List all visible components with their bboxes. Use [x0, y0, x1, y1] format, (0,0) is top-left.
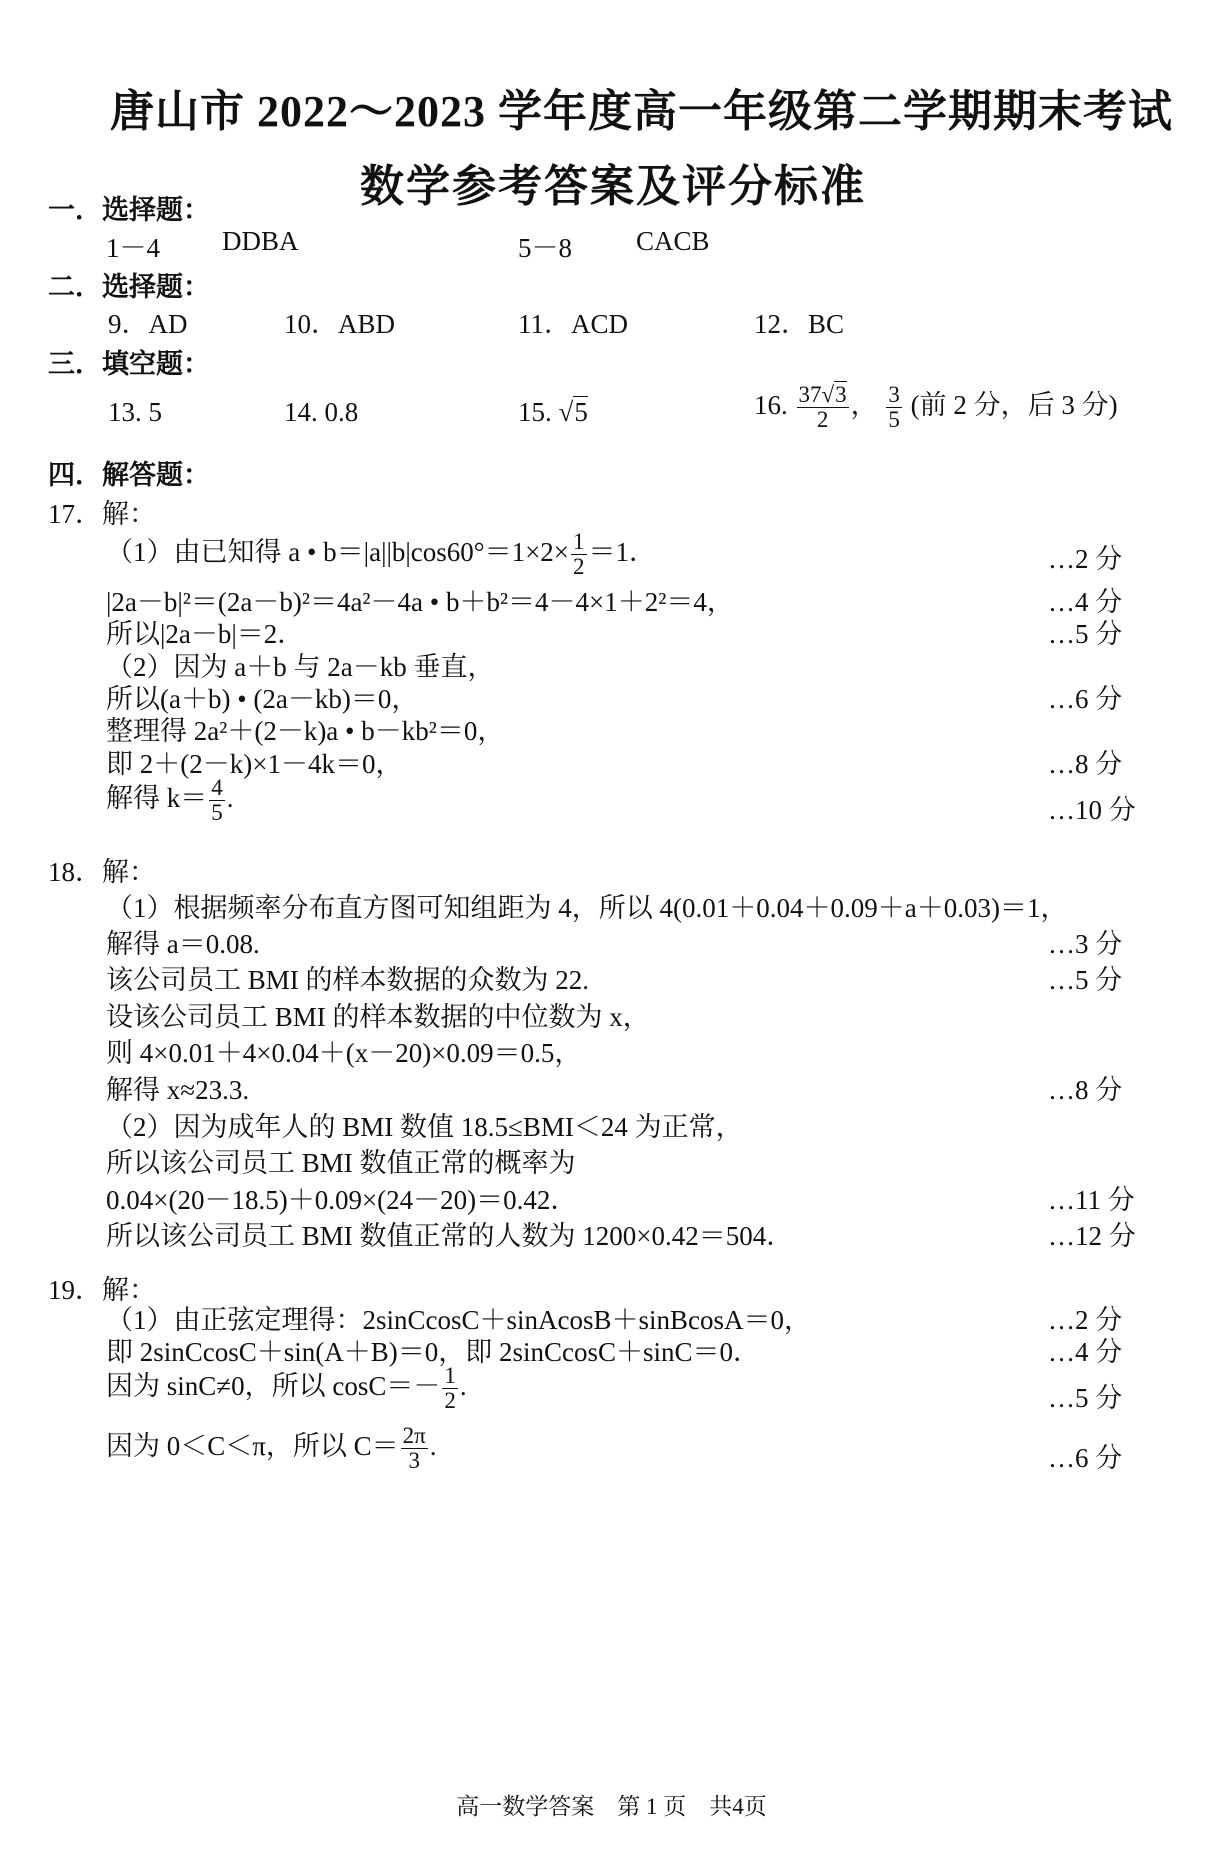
q18-line-6: 解得 x≈23.3. — [106, 1075, 250, 1105]
q18-line-8: 所以该公司员工 BMI 数值正常的概率为 — [106, 1148, 576, 1178]
q18-line-7: （2）因为成年人的 BMI 数值 18.5≤BMI＜24 为正常， — [106, 1112, 743, 1142]
score-mark: …11 分 — [1048, 1185, 1135, 1215]
q19-line-4: 因为 0＜C＜π，所以 C＝ $\frac{2\pi}{3}$ . — [106, 1423, 437, 1474]
mc-range-1: 1－4 — [106, 233, 160, 263]
q17-line-2: |2a－b|²＝(2a－b)²＝4a²－4a • b＋b²＝4－4×1＋2²＝4， — [106, 587, 734, 617]
sqrt-symbol: √5 — [558, 397, 588, 427]
q18-line-9: 0.04×(20－18.5)＋0.09×(24－20)＝0.42． — [106, 1185, 578, 1215]
q19-line-1: （1）由正弦定理得：2sinCcosC＋sinAcosB＋sinBcosA＝0， — [106, 1305, 812, 1335]
score-mark: …2 分 — [1048, 1305, 1123, 1335]
mc-answers-1: DDBA — [222, 226, 299, 256]
question-19-label: 19．解： — [48, 1275, 156, 1305]
q17-line-5: 所以(a＋b) • (2a－kb)＝0， — [106, 684, 419, 714]
score-mark: …6 分 — [1048, 684, 1123, 714]
score-mark: …8 分 — [1048, 749, 1123, 779]
fraction: $\frac{1}{2}$ — [444, 1363, 456, 1414]
q18-line-5: 则 4×0.01＋4×0.04＋(x－20)×0.09＝0.5， — [106, 1038, 582, 1068]
section-3-heading: 三．填空题： — [48, 349, 210, 379]
page-title: 唐山市 2022～2023 学年度高一年级第二学期期末考试 — [110, 87, 1173, 136]
fraction: $\frac{2\pi}{3}$ — [402, 1423, 426, 1474]
score-mark: …5 分 — [1048, 965, 1123, 995]
score-mark: …5 分 — [1048, 619, 1123, 649]
q17-line-4: （2）因为 a＋b 与 2a－kb 垂直， — [106, 652, 495, 682]
score-mark: …2 分 — [1048, 544, 1123, 574]
fill-answer-13: 13. 5 — [108, 397, 162, 427]
multi-answer-12: 12．BC — [754, 309, 845, 339]
fraction: $\frac{37√3}{2}$ — [798, 382, 847, 433]
section-1-heading: 一．选择题： — [48, 195, 210, 225]
q18-line-1: （1）根据频率分布直方图可知组距为 4，所以 4(0.01＋0.04＋0.09＋a＋0.03)＝1， — [106, 893, 1068, 923]
q17-line-6: 整理得 2a²＋(2－k)a • b－kb²＝0， — [106, 716, 505, 746]
fill-answer-16: 16. $\frac{37√3}{2}$ ， $\frac{3}{5}$ (前 2 分，后 3 分) — [754, 382, 1118, 433]
score-mark: …8 分 — [1048, 1075, 1123, 1105]
q18-line-3: 该公司员工 BMI 的样本数据的众数为 22. — [106, 965, 590, 995]
fill-answer-14: 14. 0.8 — [284, 397, 359, 427]
fraction: $\frac{4}{5}$ — [211, 775, 223, 826]
section-4-heading: 四．解答题： — [48, 460, 210, 490]
mc-answers-2: CACB — [636, 226, 710, 256]
fraction: $\frac{1}{2}$ — [573, 529, 585, 580]
page-subtitle: 数学参考答案及评分标准 — [360, 162, 866, 211]
q17-line-1: （1）由已知得 a • b＝|a||b|cos60°＝1×2× $\frac{1}{2}$ ＝1． — [106, 529, 657, 580]
question-17-label: 17．解： — [48, 499, 156, 529]
score-mark: …6 分 — [1048, 1443, 1123, 1473]
multi-answer-11: 11．ACD — [518, 309, 629, 339]
multi-answer-9: 9．AD — [108, 309, 188, 339]
score-mark: …4 分 — [1048, 587, 1123, 617]
score-mark: …10 分 — [1048, 795, 1136, 825]
section-2-heading: 二．选择题： — [48, 272, 210, 302]
score-mark: …4 分 — [1048, 1337, 1123, 1367]
score-mark: …3 分 — [1048, 929, 1123, 959]
mc-range-2: 5－8 — [518, 233, 572, 263]
q17-line-3: 所以|2a－b|＝2． — [106, 619, 305, 649]
q19-line-3: 因为 sinC≠0，所以 cosC＝－ $\frac{1}{2}$ . — [106, 1363, 467, 1414]
q17-line-7: 即 2＋(2－k)×1－4k＝0， — [106, 749, 403, 779]
q19-line-2: 即 2sinCcosC＋sin(A＋B)＝0，即 2sinCcosC＋sinC＝0． — [106, 1337, 761, 1367]
q18-line-4: 设该公司员工 BMI 的样本数据的中位数为 x， — [106, 1002, 650, 1032]
page-footer: 高一数学答案 第 1 页 共4页 — [456, 1794, 767, 1819]
multi-answer-10: 10．ABD — [284, 309, 396, 339]
q18-line-2: 解得 a＝0.08. — [106, 929, 260, 959]
q18-line-10: 所以该公司员工 BMI 数值正常的人数为 1200×0.42＝504． — [106, 1221, 794, 1251]
score-mark: …5 分 — [1048, 1383, 1123, 1413]
fraction: $\frac{3}{5}$ — [888, 382, 900, 433]
question-18-label: 18．解： — [48, 857, 156, 887]
score-mark: …12 分 — [1048, 1221, 1136, 1251]
q17-line-8: 解得 k＝ $\frac{4}{5}$ . — [106, 775, 234, 826]
fill-answer-15: 15. √5 — [518, 397, 588, 427]
